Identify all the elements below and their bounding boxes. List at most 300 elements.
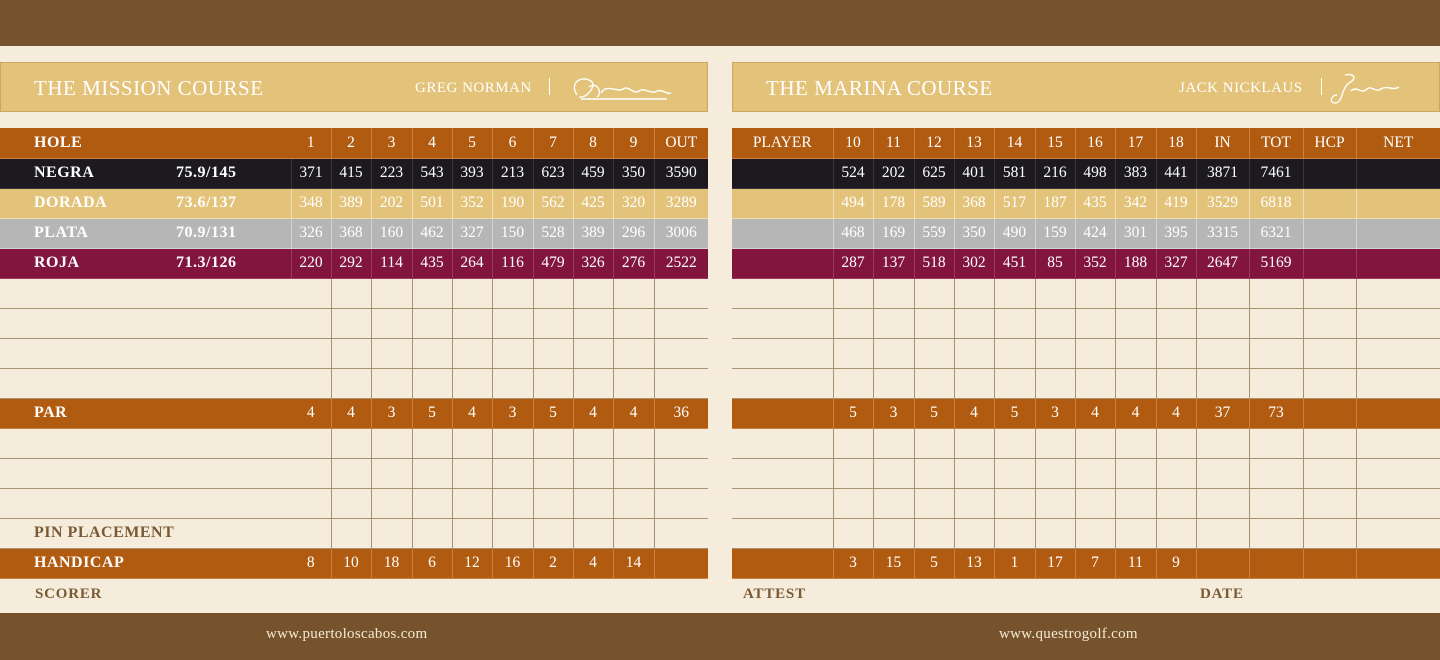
net-cell xyxy=(1356,218,1440,248)
score-cell[interactable] xyxy=(1035,308,1075,338)
score-cell[interactable] xyxy=(654,488,708,518)
score-cell[interactable] xyxy=(573,488,613,518)
score-cell[interactable] xyxy=(833,278,873,308)
yardage: 517 xyxy=(994,188,1035,218)
score-cell[interactable] xyxy=(452,278,492,308)
score-cell[interactable] xyxy=(914,458,954,488)
yardage: 395 xyxy=(1156,218,1196,248)
handicap-value: 2 xyxy=(533,548,573,578)
score-cell[interactable] xyxy=(533,338,573,368)
score-cell[interactable] xyxy=(371,428,412,458)
score-cell[interactable] xyxy=(452,488,492,518)
pin-cell[interactable] xyxy=(492,518,533,548)
pin-cell[interactable] xyxy=(994,518,1035,548)
hole-number: 17 xyxy=(1115,128,1156,158)
score-cell[interactable] xyxy=(492,308,533,338)
pin-cell[interactable] xyxy=(914,518,954,548)
score-cell[interactable] xyxy=(873,308,914,338)
score-row[interactable] xyxy=(0,368,708,398)
pin-cell[interactable] xyxy=(452,518,492,548)
out-total: 3006 xyxy=(654,218,708,248)
score-cell[interactable] xyxy=(1303,458,1356,488)
score-cell[interactable] xyxy=(533,368,573,398)
score-cell[interactable] xyxy=(492,338,533,368)
score-cell[interactable] xyxy=(1356,488,1440,518)
score-cell[interactable] xyxy=(1075,338,1115,368)
pin-cell[interactable] xyxy=(371,518,412,548)
score-cell[interactable] xyxy=(873,368,914,398)
yardage: 498 xyxy=(1075,158,1115,188)
score-row[interactable] xyxy=(0,278,708,308)
score-cell[interactable] xyxy=(954,308,994,338)
score-cell[interactable] xyxy=(492,488,533,518)
score-cell[interactable] xyxy=(291,488,331,518)
score-cell[interactable] xyxy=(1356,428,1440,458)
score-cell[interactable] xyxy=(873,428,914,458)
score-cell[interactable] xyxy=(412,368,452,398)
mission-course-title: THE MISSION COURSE xyxy=(34,76,264,100)
player-name-cell[interactable] xyxy=(732,488,833,518)
score-cell[interactable] xyxy=(1303,278,1356,308)
pin-cell[interactable] xyxy=(1115,518,1156,548)
score-cell[interactable] xyxy=(1303,308,1356,338)
score-cell[interactable] xyxy=(1249,278,1303,308)
score-cell[interactable] xyxy=(1115,488,1156,518)
score-row[interactable] xyxy=(732,308,1440,338)
score-cell[interactable] xyxy=(452,428,492,458)
score-cell[interactable] xyxy=(573,368,613,398)
score-cell[interactable] xyxy=(873,458,914,488)
score-row[interactable] xyxy=(732,488,1440,518)
hole-number: 14 xyxy=(994,128,1035,158)
out-total: 3590 xyxy=(654,158,708,188)
par-value: 5 xyxy=(833,398,873,428)
in-total: 3529 xyxy=(1196,188,1249,218)
yardage: 518 xyxy=(914,248,954,278)
par-value: 4 xyxy=(1075,398,1115,428)
player-cell xyxy=(732,158,833,188)
pin-cell[interactable] xyxy=(833,518,873,548)
score-cell[interactable] xyxy=(1249,488,1303,518)
score-cell[interactable] xyxy=(1115,308,1156,338)
yardage: 368 xyxy=(954,188,994,218)
score-row[interactable] xyxy=(732,458,1440,488)
score-cell[interactable] xyxy=(1196,308,1249,338)
hole-number: 12 xyxy=(914,128,954,158)
score-row[interactable] xyxy=(0,338,708,368)
score-cell[interactable] xyxy=(331,428,371,458)
score-cell[interactable] xyxy=(994,428,1035,458)
pin-cell[interactable] xyxy=(412,518,452,548)
yardage: 327 xyxy=(452,218,492,248)
score-cell[interactable] xyxy=(873,278,914,308)
mission-course-header xyxy=(0,62,708,112)
score-cell[interactable] xyxy=(1249,428,1303,458)
pin-cell[interactable] xyxy=(1156,518,1196,548)
score-cell[interactable] xyxy=(371,338,412,368)
score-cell[interactable] xyxy=(1356,338,1440,368)
score-row[interactable] xyxy=(732,368,1440,398)
score-cell[interactable] xyxy=(533,428,573,458)
score-cell[interactable] xyxy=(1115,338,1156,368)
pin-cell[interactable] xyxy=(1075,518,1115,548)
score-cell[interactable] xyxy=(1196,368,1249,398)
score-cell[interactable] xyxy=(994,368,1035,398)
pin-cell[interactable] xyxy=(331,518,371,548)
score-cell[interactable] xyxy=(1035,338,1075,368)
score-cell[interactable] xyxy=(1035,368,1075,398)
score-cell[interactable] xyxy=(1249,338,1303,368)
score-cell[interactable] xyxy=(873,338,914,368)
score-cell[interactable] xyxy=(1196,278,1249,308)
score-cell[interactable] xyxy=(914,488,954,518)
score-cell[interactable] xyxy=(1075,278,1115,308)
pin-cell[interactable] xyxy=(533,518,573,548)
score-row[interactable] xyxy=(0,428,708,458)
score-cell[interactable] xyxy=(1356,308,1440,338)
player-name-cell[interactable] xyxy=(732,278,833,308)
hole-number: 15 xyxy=(1035,128,1075,158)
pin-cell[interactable] xyxy=(573,518,613,548)
player-name-cell[interactable] xyxy=(732,368,833,398)
scorer-label: SCORER xyxy=(35,586,103,602)
pin-cell[interactable] xyxy=(1249,518,1303,548)
par-row xyxy=(732,398,1440,428)
score-cell[interactable] xyxy=(291,278,331,308)
score-cell[interactable] xyxy=(954,488,994,518)
player-name-cell[interactable] xyxy=(732,458,833,488)
pin-placement-row[interactable] xyxy=(732,518,1440,548)
score-cell[interactable] xyxy=(833,368,873,398)
score-cell[interactable] xyxy=(573,308,613,338)
score-cell[interactable] xyxy=(994,458,1035,488)
score-cell[interactable] xyxy=(412,458,452,488)
score-cell[interactable] xyxy=(1156,488,1196,518)
score-row[interactable] xyxy=(0,488,708,518)
yardage: 581 xyxy=(994,158,1035,188)
pin-cell[interactable] xyxy=(1356,518,1440,548)
score-cell[interactable] xyxy=(1356,278,1440,308)
website-link-questrogolf[interactable]: www.questrogolf.com xyxy=(999,626,1138,642)
score-cell[interactable] xyxy=(371,308,412,338)
score-cell[interactable] xyxy=(573,428,613,458)
score-row[interactable] xyxy=(732,278,1440,308)
score-cell[interactable] xyxy=(573,338,613,368)
score-cell[interactable] xyxy=(994,278,1035,308)
yardage: 559 xyxy=(914,218,954,248)
player-name-cell[interactable] xyxy=(732,428,833,458)
score-cell[interactable] xyxy=(331,338,371,368)
tot-total: 6321 xyxy=(1249,218,1303,248)
score-cell[interactable] xyxy=(331,368,371,398)
score-cell[interactable] xyxy=(533,458,573,488)
net-cell xyxy=(1356,188,1440,218)
yardage: 302 xyxy=(954,248,994,278)
score-cell[interactable] xyxy=(954,368,994,398)
score-cell[interactable] xyxy=(994,308,1035,338)
score-cell[interactable] xyxy=(1249,368,1303,398)
score-cell[interactable] xyxy=(412,488,452,518)
score-cell[interactable] xyxy=(412,308,452,338)
yardage: 202 xyxy=(371,188,412,218)
score-cell[interactable] xyxy=(1249,308,1303,338)
yardage: 424 xyxy=(1075,218,1115,248)
score-cell[interactable] xyxy=(1249,458,1303,488)
score-cell[interactable] xyxy=(954,428,994,458)
handicap-value: 11 xyxy=(1115,548,1156,578)
score-cell[interactable] xyxy=(1075,368,1115,398)
score-cell[interactable] xyxy=(954,458,994,488)
score-cell[interactable] xyxy=(613,278,654,308)
pin-placement-row[interactable] xyxy=(0,518,708,548)
yardage: 187 xyxy=(1035,188,1075,218)
website-link-puertoloscabos[interactable]: www.puertoloscabos.com xyxy=(266,626,428,642)
hcp-cell xyxy=(1303,158,1356,188)
score-cell[interactable] xyxy=(954,278,994,308)
score-cell[interactable] xyxy=(914,368,954,398)
score-cell[interactable] xyxy=(654,278,708,308)
score-cell[interactable] xyxy=(371,458,412,488)
par-hcp xyxy=(1303,398,1356,428)
score-cell[interactable] xyxy=(331,488,371,518)
pin-cell[interactable] xyxy=(1196,518,1249,548)
pin-cell[interactable] xyxy=(291,518,331,548)
score-cell[interactable] xyxy=(613,428,654,458)
handicap-empty xyxy=(1303,548,1356,578)
back-nine-table xyxy=(732,128,1440,579)
yardage: 169 xyxy=(873,218,914,248)
player-name-cell[interactable] xyxy=(732,338,833,368)
front-nine-table xyxy=(0,128,708,579)
score-cell[interactable] xyxy=(452,368,492,398)
score-cell[interactable] xyxy=(291,458,331,488)
yardage: 350 xyxy=(613,158,654,188)
handicap-empty xyxy=(1249,548,1303,578)
pin-cell[interactable] xyxy=(954,518,994,548)
net-cell xyxy=(1356,248,1440,278)
score-cell[interactable] xyxy=(412,428,452,458)
score-cell[interactable] xyxy=(1156,428,1196,458)
pin-cell[interactable] xyxy=(613,518,654,548)
yardage: 425 xyxy=(573,188,613,218)
score-cell[interactable] xyxy=(954,338,994,368)
hcp-label: HCP xyxy=(1303,128,1356,158)
score-cell[interactable] xyxy=(291,368,331,398)
handicap-value: 5 xyxy=(914,548,954,578)
score-cell[interactable] xyxy=(291,338,331,368)
score-cell[interactable] xyxy=(1196,458,1249,488)
score-cell[interactable] xyxy=(833,488,873,518)
score-cell[interactable] xyxy=(833,308,873,338)
score-cell[interactable] xyxy=(573,458,613,488)
yardage: 216 xyxy=(1035,158,1075,188)
score-cell[interactable] xyxy=(452,338,492,368)
score-cell[interactable] xyxy=(291,428,331,458)
net-cell xyxy=(1356,158,1440,188)
pin-cell[interactable] xyxy=(654,518,708,548)
score-cell[interactable] xyxy=(1303,368,1356,398)
score-cell[interactable] xyxy=(613,308,654,338)
pin-cell[interactable] xyxy=(1303,518,1356,548)
score-cell[interactable] xyxy=(613,488,654,518)
score-cell[interactable] xyxy=(1156,308,1196,338)
tee-name: ROJA xyxy=(0,248,166,278)
score-row[interactable] xyxy=(0,308,708,338)
score-cell[interactable] xyxy=(654,458,708,488)
score-cell[interactable] xyxy=(492,278,533,308)
score-cell[interactable] xyxy=(1156,368,1196,398)
tee-row-negra xyxy=(732,158,1440,188)
score-cell[interactable] xyxy=(833,458,873,488)
handicap-empty xyxy=(1356,548,1440,578)
score-cell[interactable] xyxy=(914,308,954,338)
yardage: 389 xyxy=(573,218,613,248)
score-cell[interactable] xyxy=(1115,278,1156,308)
score-cell[interactable] xyxy=(291,308,331,338)
score-cell[interactable] xyxy=(994,338,1035,368)
hole-number: 4 xyxy=(412,128,452,158)
score-cell[interactable] xyxy=(833,428,873,458)
score-cell[interactable] xyxy=(492,368,533,398)
score-cell[interactable] xyxy=(452,308,492,338)
score-cell[interactable] xyxy=(533,488,573,518)
handicap-label: HANDICAP xyxy=(0,548,291,578)
tee-row-dorada xyxy=(732,188,1440,218)
marina-course-header xyxy=(732,62,1440,112)
score-cell[interactable] xyxy=(613,368,654,398)
score-cell[interactable] xyxy=(654,368,708,398)
score-cell[interactable] xyxy=(1075,308,1115,338)
score-cell[interactable] xyxy=(1075,458,1115,488)
score-cell[interactable] xyxy=(873,488,914,518)
pin-cell[interactable] xyxy=(873,518,914,548)
handicap-value: 14 xyxy=(613,548,654,578)
yardage: 371 xyxy=(291,158,331,188)
player-label: PLAYER xyxy=(732,128,833,158)
yardage: 320 xyxy=(613,188,654,218)
handicap-value: 15 xyxy=(873,548,914,578)
yardage: 188 xyxy=(1115,248,1156,278)
score-cell[interactable] xyxy=(1035,428,1075,458)
player-name-cell[interactable] xyxy=(732,308,833,338)
handicap-value: 9 xyxy=(1156,548,1196,578)
score-cell[interactable] xyxy=(573,278,613,308)
score-cell[interactable] xyxy=(412,338,452,368)
yardage: 159 xyxy=(1035,218,1075,248)
score-cell[interactable] xyxy=(613,458,654,488)
handicap-value: 18 xyxy=(371,548,412,578)
score-row[interactable] xyxy=(732,338,1440,368)
score-cell[interactable] xyxy=(452,458,492,488)
yardage: 501 xyxy=(412,188,452,218)
score-cell[interactable] xyxy=(533,308,573,338)
score-cell[interactable] xyxy=(412,278,452,308)
score-cell[interactable] xyxy=(492,428,533,458)
par-value: 3 xyxy=(1035,398,1075,428)
tee-row-roja xyxy=(732,248,1440,278)
score-cell[interactable] xyxy=(1035,488,1075,518)
score-cell[interactable] xyxy=(1156,278,1196,308)
score-cell[interactable] xyxy=(994,488,1035,518)
hole-number: 8 xyxy=(573,128,613,158)
score-cell[interactable] xyxy=(331,458,371,488)
score-cell[interactable] xyxy=(654,428,708,458)
par-label: PAR xyxy=(0,398,291,428)
score-cell[interactable] xyxy=(1035,458,1075,488)
tee-rating: 73.6/137 xyxy=(166,188,291,218)
yardage: 348 xyxy=(291,188,331,218)
score-cell[interactable] xyxy=(1196,428,1249,458)
score-cell[interactable] xyxy=(1115,428,1156,458)
hcp-cell xyxy=(1303,218,1356,248)
yardage: 178 xyxy=(873,188,914,218)
score-cell[interactable] xyxy=(371,368,412,398)
score-cell[interactable] xyxy=(1303,488,1356,518)
score-cell[interactable] xyxy=(492,458,533,488)
yardage: 435 xyxy=(1075,188,1115,218)
score-row[interactable] xyxy=(0,458,708,488)
score-cell[interactable] xyxy=(371,488,412,518)
par-row xyxy=(0,398,708,428)
score-cell[interactable] xyxy=(1196,338,1249,368)
par-value: 4 xyxy=(573,398,613,428)
yardage: 543 xyxy=(412,158,452,188)
marina-architect: JACK NICKLAUS xyxy=(1179,80,1303,96)
yardage: 137 xyxy=(873,248,914,278)
score-cell[interactable] xyxy=(331,308,371,338)
score-row[interactable] xyxy=(732,428,1440,458)
yardage: 589 xyxy=(914,188,954,218)
score-cell[interactable] xyxy=(914,428,954,458)
score-cell[interactable] xyxy=(1035,278,1075,308)
score-cell[interactable] xyxy=(1156,338,1196,368)
handicap-value: 7 xyxy=(1075,548,1115,578)
score-cell[interactable] xyxy=(1075,488,1115,518)
score-cell[interactable] xyxy=(533,278,573,308)
hole-row xyxy=(0,128,708,158)
score-cell[interactable] xyxy=(833,338,873,368)
score-cell[interactable] xyxy=(914,278,954,308)
handicap-value: 4 xyxy=(573,548,613,578)
score-cell[interactable] xyxy=(371,278,412,308)
yardage: 451 xyxy=(994,248,1035,278)
score-cell[interactable] xyxy=(654,308,708,338)
score-cell[interactable] xyxy=(1196,488,1249,518)
handicap-value: 10 xyxy=(331,548,371,578)
score-cell[interactable] xyxy=(1356,458,1440,488)
score-cell[interactable] xyxy=(914,338,954,368)
score-cell[interactable] xyxy=(331,278,371,308)
par-tot: 73 xyxy=(1249,398,1303,428)
score-cell[interactable] xyxy=(1303,428,1356,458)
score-cell[interactable] xyxy=(1356,368,1440,398)
pin-cell[interactable] xyxy=(732,518,833,548)
mission-architect: GREG NORMAN xyxy=(415,80,532,96)
attest-label: ATTEST xyxy=(743,586,806,602)
score-cell[interactable] xyxy=(654,338,708,368)
score-cell[interactable] xyxy=(1115,458,1156,488)
tee-row-plata xyxy=(732,218,1440,248)
score-cell[interactable] xyxy=(613,338,654,368)
score-cell[interactable] xyxy=(1075,428,1115,458)
score-cell[interactable] xyxy=(1156,458,1196,488)
score-cell[interactable] xyxy=(1115,368,1156,398)
hole-number: 7 xyxy=(533,128,573,158)
pin-cell[interactable] xyxy=(1035,518,1075,548)
score-cell[interactable] xyxy=(1303,338,1356,368)
yardage: 352 xyxy=(452,188,492,218)
par-empty xyxy=(732,398,833,428)
